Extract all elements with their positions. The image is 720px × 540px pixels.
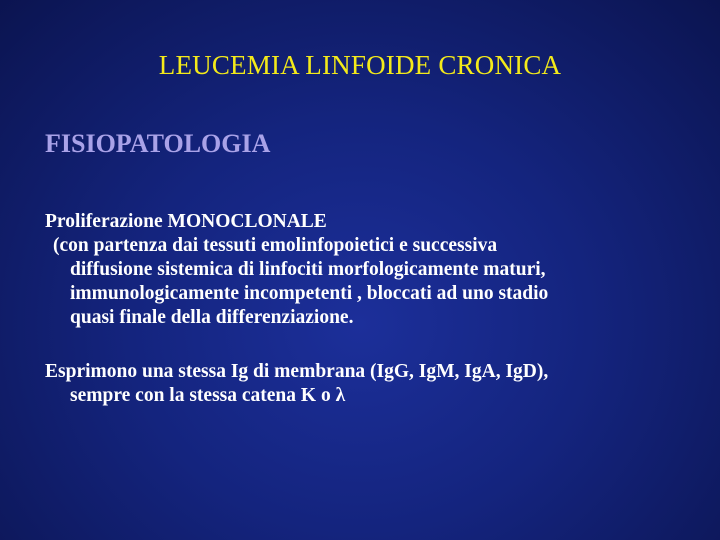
paragraph-heading: Proliferazione MONOCLONALE [45, 211, 327, 232]
slide-body [45, 210, 685, 408]
spacer [45, 330, 685, 354]
paragraph-line: Esprimono una stessa Ig di membrana (IgG, IgM, IgA, IgD), [45, 361, 549, 382]
paragraph-line: quasi finale della differenziazione. [70, 307, 354, 328]
paragraph-line: diffusione sistemica di linfociti morfologicamente maturi, [70, 259, 546, 280]
slide-subtitle: FISIOPATOLOGIA [45, 129, 271, 158]
paragraph-line: (con partenza dai tessuti emolinfopoietici e successiva [53, 235, 498, 256]
slide-title: LEUCEMIA LINFOIDE CRONICA [158, 50, 562, 80]
paragraph-line: immunologicamente incompetenti , bloccati ad uno stadio [70, 283, 549, 304]
paragraph-line: sempre con la stessa catena K o λ [70, 385, 346, 406]
